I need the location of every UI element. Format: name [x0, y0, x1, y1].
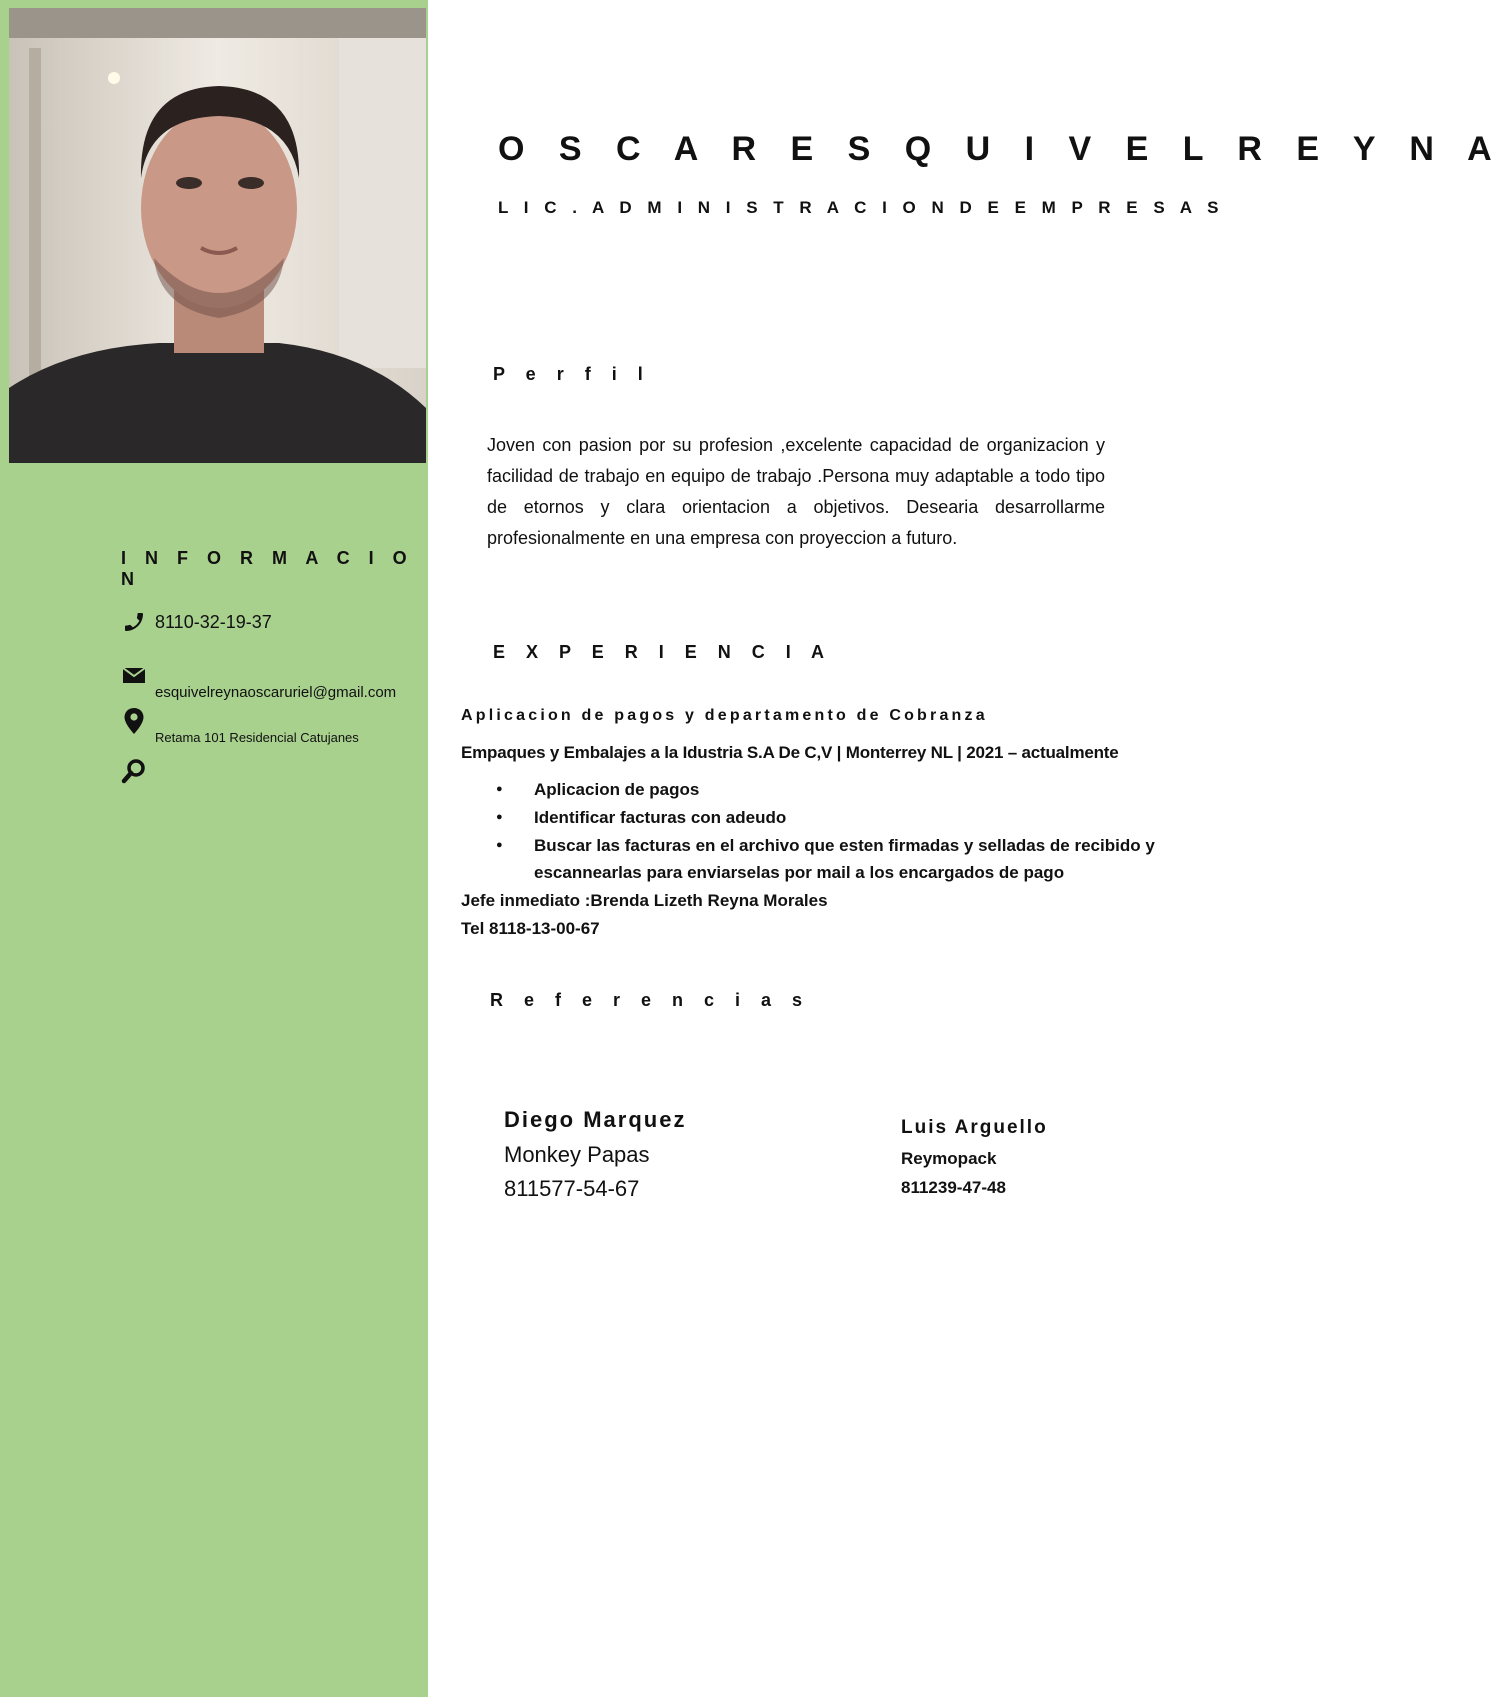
sidebar [0, 0, 428, 1697]
reference-company: Monkey Papas [504, 1142, 650, 1167]
mail-icon [121, 662, 147, 688]
profile-heading: P e r f i l [493, 364, 651, 384]
profile-text: Joven con pasion por su profesion ,excelente capacidad de organizacion y facilidad de trabajo en equipo de trabajo .Persona muy adaptable a todo tipo de etornos y clara orientacion a objetivos. Desearia desarrollarme profesionalmente en una empresa con proyeccion a futuro. [487, 435, 1105, 548]
reference-name: Diego Marquez [504, 1107, 687, 1132]
reference-phone: 811577-54-67 [504, 1176, 640, 1201]
address-row [121, 708, 359, 745]
phone-icon [121, 609, 147, 635]
email-text[interactable]: esquivelreynaoscaruriel@gmail.com [155, 684, 397, 701]
experience-boss: Jefe inmediato :Brenda Lizeth Reyna Morales [461, 891, 828, 910]
experience-tel: Tel 8118-13-00-67 [461, 919, 600, 938]
location-pin-icon [121, 708, 147, 734]
references-heading: R e f e r e n c i a s [490, 990, 811, 1010]
reference-company: Reymopack [901, 1149, 997, 1168]
search-icon [121, 758, 147, 784]
address-text: Retama 101 Residencial Catujanes [155, 730, 359, 745]
search-row [121, 758, 147, 784]
info-section-title: I N F O R M A C I O N [121, 548, 414, 589]
phone-row [121, 609, 272, 635]
list-item: ● Identificar facturas con adeudo [488, 804, 1176, 831]
list-item: ● Buscar las facturas en el archivo que esten firmadas y selladas de recibido y escannearlas para enviarselas por mail a los encargados de pago [488, 832, 1176, 886]
profile-photo [9, 8, 426, 463]
reference-name: Luis Arguello [901, 1117, 1048, 1138]
list-item: ● Aplicacion de pagos [488, 776, 1176, 803]
experience-task-list [488, 776, 1176, 887]
candidate-title: L I C . A D M I N I S T R A C I O N D E E M P R E S A S [498, 198, 1224, 217]
candidate-name: O S C A R E S Q U I V E L R E Y N A [498, 130, 1504, 168]
experience-company: Empaques y Embalajes a la Idustria S.A De C,V | Monterrey NL | 2021 – actualmente [461, 743, 1119, 762]
phone-text: 8110-32-19-37 [155, 611, 272, 632]
experience-role: Aplicacion de pagos y departamento de Cobranza [461, 707, 988, 724]
experience-heading: E X P E R I E N C I A [493, 642, 833, 662]
email-row [121, 662, 396, 701]
reference-phone: 811239-47-48 [901, 1178, 1006, 1197]
